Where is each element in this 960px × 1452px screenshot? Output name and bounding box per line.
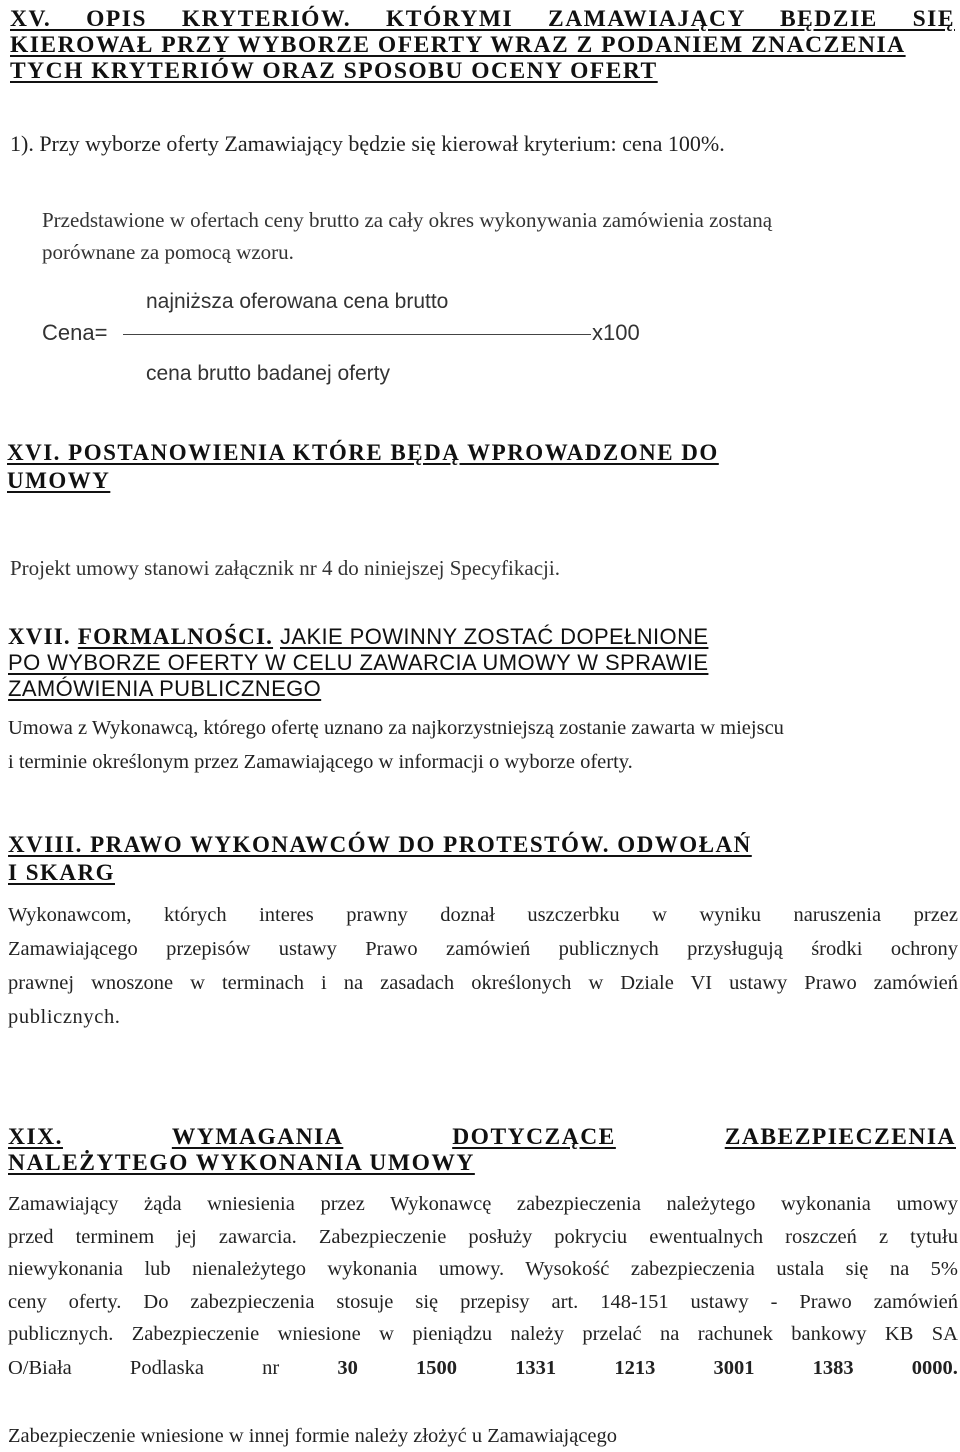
- section-17-title-line-2: PO WYBORZE OFERTY W CELU ZAWARCIA UMOWY W SPRAWIE: [8, 650, 709, 675]
- section-16-text: Projekt umowy stanowi załącznik nr 4 do niniejszej Specyfikacji.: [10, 556, 560, 580]
- section-15-title-line-1: XV. OPIS KRYTERIÓW. KTÓRYMI ZAMAWIAJĄCY BĘDZIE SIĘ: [10, 6, 955, 32]
- compare-text-line-2: porównane za pomocą wzoru.: [42, 240, 294, 264]
- section-18-text-line-4: publicznych.: [8, 1006, 121, 1028]
- section-19-text-line-3: niewykonania lub nienależytego wykonania umowy. Wysokość zabezpieczenia ustala się na 5%: [8, 1258, 958, 1281]
- section-19-text-line-4: ceny oferty. Do zabezpieczenia stosuje się przepisy art. 148-151 ustawy - Prawo zamówień: [8, 1290, 958, 1313]
- account-number-part: 0000.: [911, 1356, 958, 1379]
- account-number-part: 1500: [416, 1356, 457, 1379]
- section-16-title-line-2: UMOWY: [7, 468, 111, 493]
- compare-text-line-1: Przedstawione w ofertach ceny brutto za cały okres wykonywania zamówienia zostaną: [42, 208, 773, 232]
- section-17-title-part: FORMALNOŚCI.: [77, 624, 274, 649]
- account-number-part: 3001: [713, 1356, 755, 1379]
- account-number-part: 1331: [515, 1356, 557, 1379]
- bank-account-line: [8, 1351, 958, 1385]
- section-19-last-line: Zabezpieczenie wniesione w innej formie należy złożyć u Zamawiającego: [8, 1425, 618, 1447]
- section-19-title-word: ZABEZPIECZENIA: [724, 1124, 956, 1150]
- section-15-title-line-2: KIEROWAŁ PRZY WYBORZE OFERTY WRAZ Z PODANIEM ZNACZENIA: [10, 32, 906, 58]
- section-17-text-line-1: Umowa z Wykonawcą, którego ofertę uznano za najkorzystniejszą zostanie zawarta w miejscu: [8, 717, 784, 739]
- section-17-title-line-3: ZAMÓWIENIA PUBLICZNEGO: [8, 676, 322, 701]
- section-19-text-line-5: publicznych. Zabezpieczenie wniesione w pieniądzu należy przelać na rachunek bankowy KB SA: [8, 1323, 958, 1346]
- section-19-title-word: XIX.: [8, 1124, 63, 1150]
- account-word: Podlaska: [129, 1356, 204, 1379]
- formula-fraction-line: [123, 334, 591, 335]
- section-19-title-word: WYMAGANIA: [171, 1124, 344, 1150]
- section-18-text-line-1: Wykonawcom, których interes prawny doznał uszczerbku w wyniku naruszenia przez: [8, 904, 958, 926]
- account-word: nr: [262, 1356, 280, 1379]
- section-17-number: XVII.: [8, 624, 71, 649]
- account-word: O/Biała: [8, 1356, 72, 1379]
- section-15-title-line-3: TYCH KRYTERIÓW ORAZ SPOSOBU OCENY OFERT: [10, 58, 658, 84]
- formula-label: Cena=: [42, 320, 108, 345]
- section-18-title-line-2: I SKARG: [8, 860, 115, 885]
- section-17-text-line-2: i terminie określonym przez Zamawiającego w informacji o wyborze oferty.: [8, 751, 633, 773]
- section-16-title-line-1: XVI. POSTANOWIENIA KTÓRE BĘDĄ WPROWADZONE DO: [7, 440, 719, 465]
- section-19-text-line-2: przed terminem jej zawarcia. Zabezpieczenie posłuży pokryciu ewentualnych roszczeń z tytułu: [8, 1225, 958, 1248]
- section-17-title-rest: JAKIE POWINNY ZOSTAĆ DOPEŁNIONE: [280, 624, 709, 649]
- formula-multiplier: x100: [592, 320, 640, 345]
- section-18-title-line-1: XVIII. PRAWO WYKONAWCÓW DO PROTESTÓW. ODWOŁAŃ: [8, 832, 752, 857]
- section-18-text-line-3: prawnej wnoszone w terminach i na zasadach określonych w Dziale VI ustawy Prawo zamówień: [8, 972, 958, 994]
- account-number-part: 30: [337, 1356, 358, 1379]
- formula-denominator: cena brutto badanej oferty: [146, 362, 391, 385]
- section-19-title-word: DOTYCZĄCE: [452, 1124, 616, 1150]
- account-number-part: 1383: [812, 1356, 854, 1379]
- section-18-text-line-2: Zamawiającego przepisów ustawy Prawo zamówień publicznych przysługują środki ochrony: [8, 938, 958, 960]
- section-19-title-line-1: [8, 1124, 956, 1150]
- section-19-text-line-1: Zamawiający żąda wniesienia przez Wykonawcę zabezpieczenia należytego wykonania umowy: [8, 1193, 958, 1215]
- account-number-part: 1213: [614, 1356, 656, 1379]
- section-19-title-line-2: NALEŻYTEGO WYKONANIA UMOWY: [8, 1150, 475, 1176]
- section-17-title-line-1: [8, 624, 956, 650]
- formula-numerator: najniższa oferowana cena brutto: [146, 290, 449, 313]
- section-18-text: [8, 898, 958, 1034]
- criterion-text: 1). Przy wyborze oferty Zamawiający będzie się kierował kryterium: cena 100%.: [10, 131, 725, 156]
- section-19-text: [8, 1188, 958, 1385]
